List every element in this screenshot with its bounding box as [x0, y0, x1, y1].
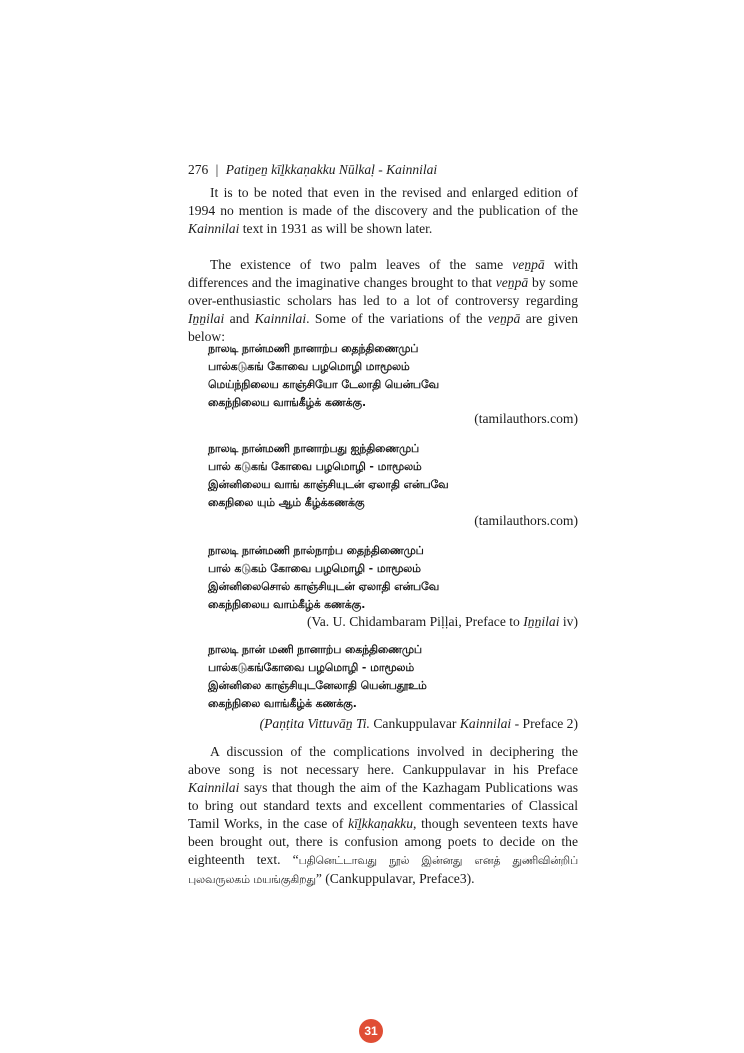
header-title: Patiṉeṉ kīḻkkaṇakku Nūlkaḷ - Kainnilai	[225, 162, 438, 177]
verse-3	[208, 542, 508, 614]
verse-1	[208, 340, 508, 412]
italic-run: Kainnilai	[188, 221, 240, 236]
verse-line: நாலடி நான்மணி நானாற்பது ஐந்திணைமுப்	[208, 442, 420, 455]
header-page-number: 276	[188, 162, 209, 177]
verse-2	[208, 440, 508, 512]
source-text: (tamilauthors.com)	[474, 513, 578, 528]
italic-run: veṉpā	[495, 275, 529, 290]
italic-run: Kainnilai	[188, 780, 240, 795]
text-run: with differences and the imaginative changes brought to that	[188, 257, 578, 290]
text-run: , though seventeen texts have been brought out, there is confusion among poets to decide on the eighteenth text. “	[188, 816, 578, 867]
text-run: and	[224, 311, 255, 326]
source-text: (tamilauthors.com)	[474, 411, 578, 426]
verse-line: இன்னிலைசொல் காஞ்சியுடன் ஏலாதி என்பவே	[208, 580, 440, 593]
tamil-quote: பதினெட்டாவது நூல் இன்னது எனத் துணிவின்றிப் புலவருலகம் மயங்குகிறது	[188, 854, 578, 886]
italic-run: Iṉṉilai	[188, 311, 225, 326]
verse-line: இன்னிலைய வாங் காஞ்சியுடன் ஏலாதி என்பவே	[208, 478, 449, 491]
source-italic: Iṉṉilai	[523, 614, 560, 629]
source-tail: - Preface 2)	[511, 716, 578, 731]
text-run: It is to be noted that even in the revised and enlarged edition of 1994 no mention is made of the discovery and the publication of the	[188, 185, 578, 218]
text-run: The existence of two palm leaves of the same	[210, 257, 513, 272]
verse-3-source	[307, 613, 578, 631]
verse-line: பால் கடுகங் கோவை பழமொழி - மாமூலம்	[208, 460, 422, 473]
italic-run: veṉpā	[487, 311, 521, 326]
text-run: says that though the aim of the Kazhagam Publications was to bring out standard texts and excellent commentaries of Classical Tamil Works, in the case of	[188, 780, 578, 831]
italic-run: veṉpā	[512, 257, 545, 272]
source-tail: iv)	[559, 614, 578, 629]
verse-line: பால் கடுகம் கோவை பழமொழி - மாமூலம்	[208, 562, 421, 575]
italic-run: Kainnilai	[254, 311, 307, 326]
header-separator: |	[215, 162, 219, 177]
verse-line: கைந்நிலைய வாங்கீழ்க் கணக்கு.	[208, 396, 367, 409]
source-italic: (Paṇṭita Vittuvāṉ Ti.	[259, 716, 370, 731]
verse-line: பால்கடுகங் கோவை பழமொழி மாமூலம்	[208, 360, 410, 373]
verse-1-source	[474, 410, 578, 428]
running-header	[188, 161, 437, 179]
paragraph-3	[188, 743, 578, 889]
verse-line: நாலடி நான் மணி நானாற்ப கைந்திணைமுப்	[208, 643, 422, 656]
italic-run: kīḻkkaṇakku	[348, 816, 413, 831]
verse-2-source	[474, 512, 578, 530]
paragraph-1	[188, 184, 578, 238]
verse-line: நாலடி நான்மணி நால்நாற்ப தைந்திணைமுப்	[208, 544, 424, 557]
verse-line: கைநிலை யும் ஆம் கீழ்க்கணக்கு	[208, 496, 365, 509]
verse-4	[208, 641, 508, 713]
source-italic: Kainnilai	[459, 716, 512, 731]
page-number-badge: 31	[359, 1019, 383, 1043]
verse-line: கைந்நிலைய வாம்கீழ்க் கணக்கு.	[208, 598, 366, 611]
verse-line: மெய்ந்நிலைய காஞ்சியோ டேலாதி யென்பவே	[208, 378, 439, 391]
source-text: (Va. U. Chidambaram Piḷḷai, Preface to	[306, 614, 524, 629]
text-run: ” (Cankuppulavar, Preface3).	[315, 871, 475, 886]
verse-line: பால்கடுகங்கோவை பழமொழி - மாமூலம்	[208, 661, 415, 674]
verse-line: கைந்நிலை வாங்கீழ்க் கணக்கு.	[208, 697, 357, 710]
text-run: A discussion of the complications involved in deciphering the above song is not necessary here. Cankuppulavar in his Preface	[188, 744, 578, 777]
verse-line: இன்னிலை காஞ்சியுடனேலாதி யென்பதூஉம்	[208, 679, 427, 692]
text-run: are given below:	[188, 311, 578, 344]
paragraph-2	[188, 256, 578, 346]
source-text: Cankuppulavar	[369, 716, 460, 731]
text-run: . Some of the variations of the	[306, 311, 488, 326]
verse-line: நாலடி நான்மணி நானாற்ப தைந்திணைமுப்	[208, 342, 419, 355]
text-run: by some over-enthusiastic scholars has led to a lot of controversy regarding	[188, 275, 578, 308]
verse-4-source	[260, 715, 578, 733]
text-run: text in 1931 as will be shown later.	[239, 221, 433, 236]
